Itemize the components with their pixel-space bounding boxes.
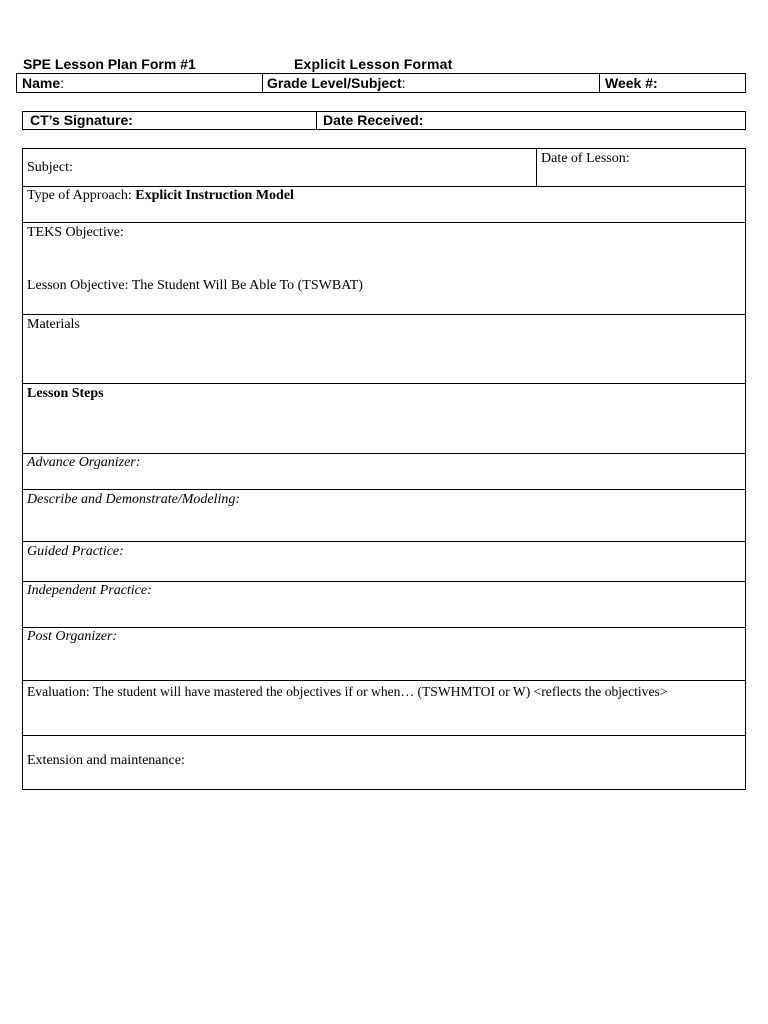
- name-label: Name: [22, 75, 61, 91]
- materials-field[interactable]: Materials: [27, 317, 80, 332]
- row-divider: [22, 541, 746, 542]
- row-divider: [22, 489, 746, 490]
- grade-colon: :: [401, 75, 406, 91]
- signature-divider: [316, 111, 317, 130]
- format-title: Explicit Lesson Format: [294, 56, 453, 72]
- name-colon: :: [60, 75, 65, 91]
- form-title: SPE Lesson Plan Form #1: [23, 56, 196, 72]
- teks-objective-field[interactable]: TEKS Objective:: [27, 225, 124, 240]
- grade-label: Grade Level/Subject: [267, 75, 402, 91]
- name-field[interactable]: [22, 75, 64, 91]
- row-divider: [22, 383, 746, 384]
- info-divider-1: [262, 73, 263, 93]
- approach-label: Type of Approach:: [27, 188, 136, 203]
- advance-organizer-field[interactable]: Advance Organizer:: [27, 455, 141, 470]
- row-divider: [22, 735, 746, 736]
- row-divider: [22, 314, 746, 315]
- row-divider: [22, 186, 746, 187]
- approach-value: Explicit Instruction Model: [135, 188, 294, 203]
- lesson-steps-heading: Lesson Steps: [27, 386, 104, 401]
- date-of-lesson-field[interactable]: Date of Lesson:: [541, 151, 630, 166]
- info-divider-2: [599, 73, 600, 93]
- grade-level-subject-field[interactable]: [267, 75, 406, 91]
- describe-demonstrate-field[interactable]: Describe and Demonstrate/Modeling:: [27, 492, 241, 507]
- row-divider: [22, 627, 746, 628]
- subject-field[interactable]: Subject:: [27, 160, 73, 175]
- post-organizer-field[interactable]: Post Organizer:: [27, 629, 118, 644]
- approach-field[interactable]: [27, 188, 294, 204]
- lesson-objective-field[interactable]: Lesson Objective: The Student Will Be Able To (TSWBAT): [27, 278, 363, 293]
- row-divider: [22, 680, 746, 681]
- week-field[interactable]: Week #:: [605, 75, 658, 91]
- ct-signature-field[interactable]: CT’s Signature:: [30, 112, 133, 128]
- guided-practice-field[interactable]: Guided Practice:: [27, 544, 124, 559]
- subject-date-divider: [536, 148, 537, 186]
- extension-maintenance-field[interactable]: Extension and maintenance:: [27, 753, 185, 768]
- date-received-field[interactable]: Date Received:: [323, 112, 424, 128]
- row-divider: [22, 453, 746, 454]
- row-divider: [22, 581, 746, 582]
- independent-practice-field[interactable]: Independent Practice:: [27, 583, 152, 598]
- evaluation-field[interactable]: Evaluation: The student will have mastered the objectives if or when… (TSWHMTOI or W) <reflects the objectives>: [27, 684, 668, 699]
- row-divider: [22, 222, 746, 223]
